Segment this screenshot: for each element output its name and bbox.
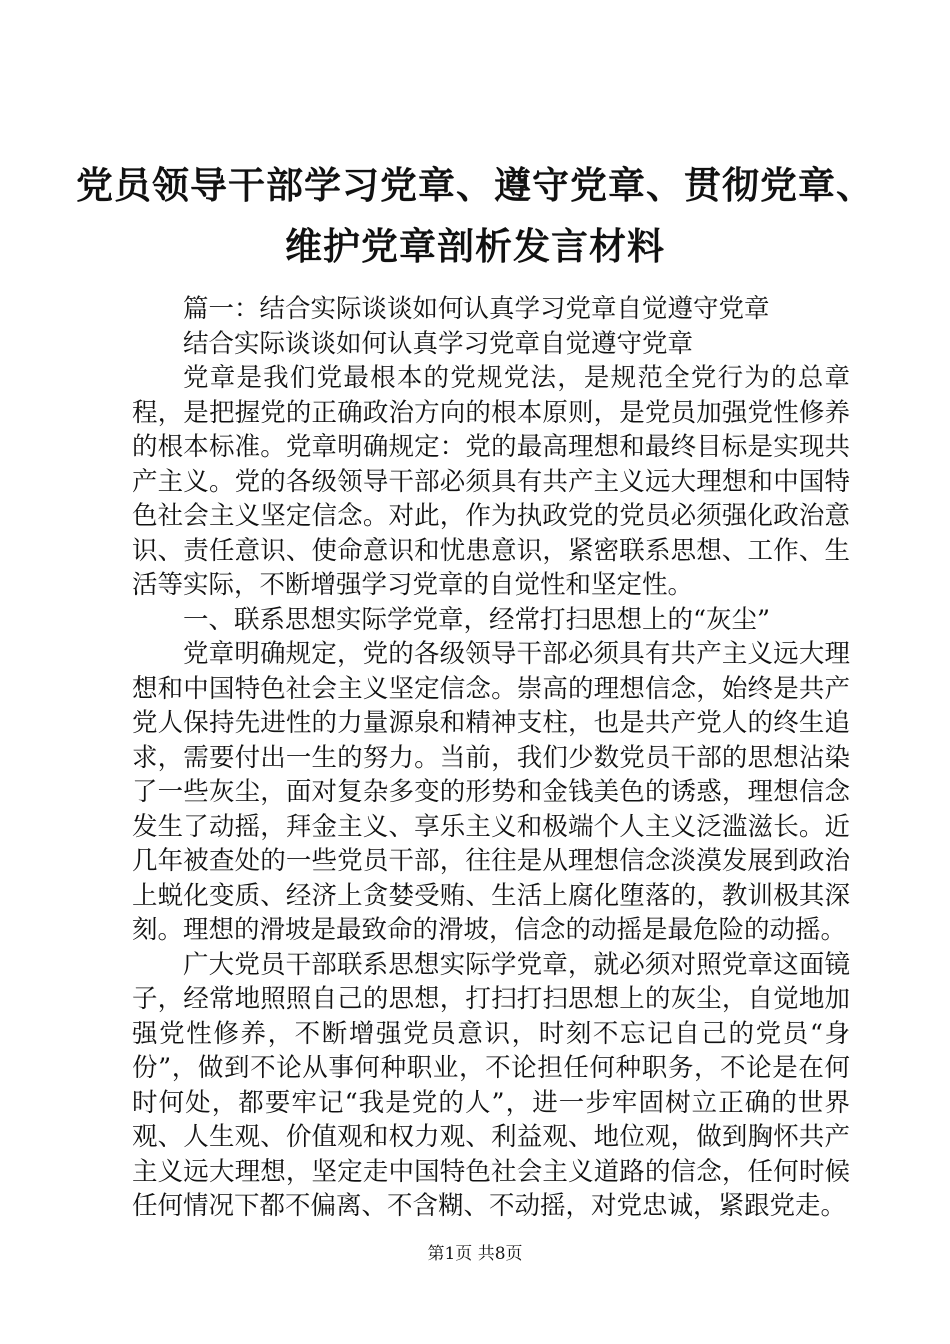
body-paragraph: 党章是我们党最根本的党规党法，是规范全党行为的总章程，是把握党的正确政治方向的根本原则，是党员加强党性修养的根本标准。党章明确规定：党的最高理想和最终目标是实现共产主义。党的各级领导干部必须具有共产主义远大理想和中国特色社会主义坚定信念。对此，作为执政党的党员必须强化政治意识、责任意识、使命意识和忧患意识，紧密联系思想、工作、生活等实际，不断增强学习党章的自觉性和坚定性。 xyxy=(132,363,850,600)
document-body xyxy=(132,292,850,1224)
section-heading: 篇一：结合实际谈谈如何认真学习党章自觉遵守党章 xyxy=(183,294,770,324)
page-number-footer: 第1页 共8页 xyxy=(427,1244,523,1264)
body-paragraph: 广大党员干部联系思想实际学党章，就必须对照党章这面镜子，经常地照照自己的思想，打扫打扫思想上的灰尘，自觉地加强党性修养，不断增强党员意识，时刻不忘记自己的党员“身份”，做到不论从事何种职业，不论担任何种职务，不论是在何时何处，都要牢记“我是党的人”，进一步牢固树立正确的世界观、人生观、价值观和权力观、利益观、地位观，做到胸怀共产主义远大理想，坚定走中国特色社会主义道路的信念，任何时候任何情况下都不偏离、不含糊、不动摇，对党忠诚，紧跟党走。 xyxy=(132,949,850,1221)
document-title-line-1: 党员领导干部学习党章、遵守党章、贯彻党章、 xyxy=(76,163,874,207)
subsection-heading: 一、联系思想实际学党章，经常打扫思想上的“灰尘” xyxy=(183,604,771,635)
subtitle: 结合实际谈谈如何认真学习党章自觉遵守党章 xyxy=(183,328,694,359)
document-title-line-2: 维护党章剖析发言材料 xyxy=(285,224,665,268)
body-paragraph: 党章明确规定，党的各级领导干部必须具有共产主义远大理想和中国特色社会主义坚定信念。崇高的理想信念，始终是共产党人保持先进性的力量源泉和精神支柱，也是共产党人的终生追求，需要付出一生的努力。当前，我们少数党员干部的思想沾染了一些灰尘，面对复杂多变的形势和金钱美色的诱惑，理想信念发生了动摇，拜金主义、享乐主义和极端个人主义泛滥滋长。近几年被查处的一些党员干部，往往是从理想信念淡漠发展到政治上蜕化变质、经济上贪婪受贿、生活上腐化堕落的，教训极其深刻。理想的滑坡是最致命的滑坡，信念的动摇是最危险的动摇。 xyxy=(132,639,850,945)
